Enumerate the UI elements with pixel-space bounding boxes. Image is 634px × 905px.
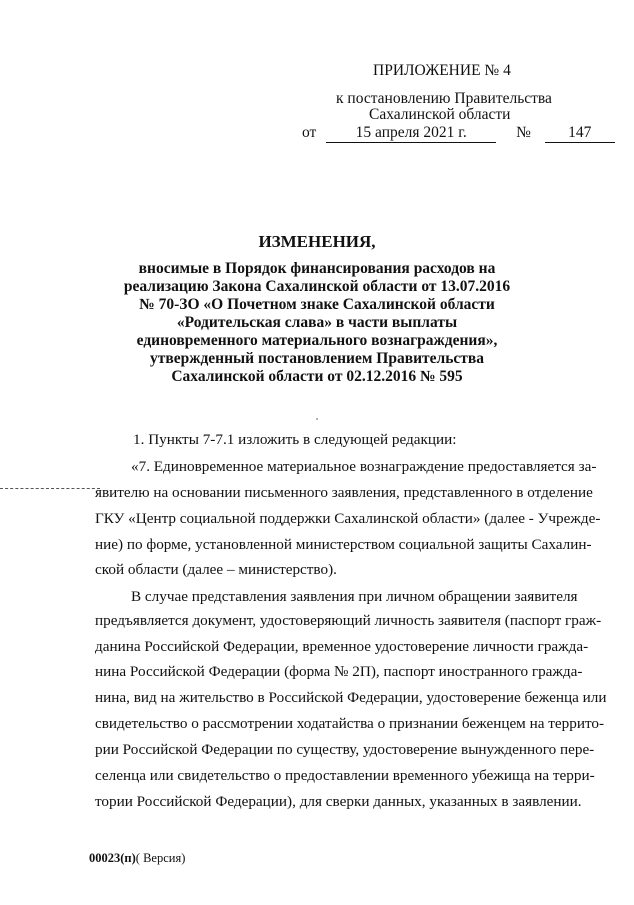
para1-line-5: ской области (далее – министерство). [95,561,337,578]
subtitle-line-4: «Родительская слава» в части выплаты [176,314,458,331]
subtitle-line-7: Сахалинской области от 02.12.2016 № 595 [171,368,463,385]
appendix-label: ПРИЛОЖЕНИЕ № 4 [373,62,511,79]
resolution-date: 15 апреля 2021 г. [326,124,496,143]
number-label: № [516,124,531,141]
para2-line-8: селенца или свидетельство о предоставлении временного убежища на терри- [95,767,595,784]
subtitle-line-6: утвержденный постановлением Правительства [149,350,484,367]
subtitle-line-5: единовременного материального вознаграждения», [136,332,498,349]
subtitle-line-1: вносимые в Порядок финансирования расходов на [138,260,496,277]
scan-margin-dash [0,488,100,489]
footer-code: 00023(п) [89,851,136,865]
para2-line-7: рии Российской Федерации по существу, удостоверение вынужденного пере- [95,741,595,758]
para1-line-1: «7. Единовременное материальное вознаграждение предоставляется за- [131,458,597,475]
from-label: от [302,124,317,141]
para1-line-2: явителю на основании письменного заявления, представленного в отделение [95,484,593,501]
para2-line-6: свидетельство о рассмотрении ходатайства о признании беженцем на террито- [95,715,605,732]
para2-line-5: нина, вид на жительство в Российской Федерации, удостоверение беженца или [95,689,607,706]
footer-version-code [89,851,185,866]
subtitle-line-2: реализацию Закона Сахалинской области от 13.07.2016 [123,278,511,295]
resolution-number: 147 [545,124,615,143]
resolution-line-2: Сахалинской области [369,106,511,123]
footer-version: ( Версия) [135,851,186,865]
para1-line-3: ГКУ «Центр социальной поддержки Сахалинской области» (далее - Учрежде- [95,510,601,527]
para2-line-4: нина Российской Федерации (форма № 2П), паспорт иностранного гражда- [95,663,583,680]
scan-speck [316,418,318,420]
item-1: 1. Пункты 7-7.1 изложить в следующей редакции: [133,431,457,448]
para1-line-4: ние) по форме, установленной министерством социальной защиты Сахалин- [95,536,592,553]
subtitle-line-3: № 70-ЗО «О Почетном знаке Сахалинской области [139,296,495,313]
date-number-row [302,124,615,143]
resolution-line-1: к постановлению Правительства [336,90,552,107]
para2-line-2: предъявляется документ, удостоверяющий личность заявителя (паспорт граж- [95,612,602,629]
para2-line-3: данина Российской Федерации, временное удостоверение личности гражда- [95,638,589,655]
para2-line-9: тории Российской Федерации), для сверки данных, указанных в заявлении. [95,793,582,810]
document-heading: ИЗМЕНЕНИЯ, [258,232,376,251]
para2-line-1: В случае представления заявления при личном обращении заявителя [131,588,578,605]
